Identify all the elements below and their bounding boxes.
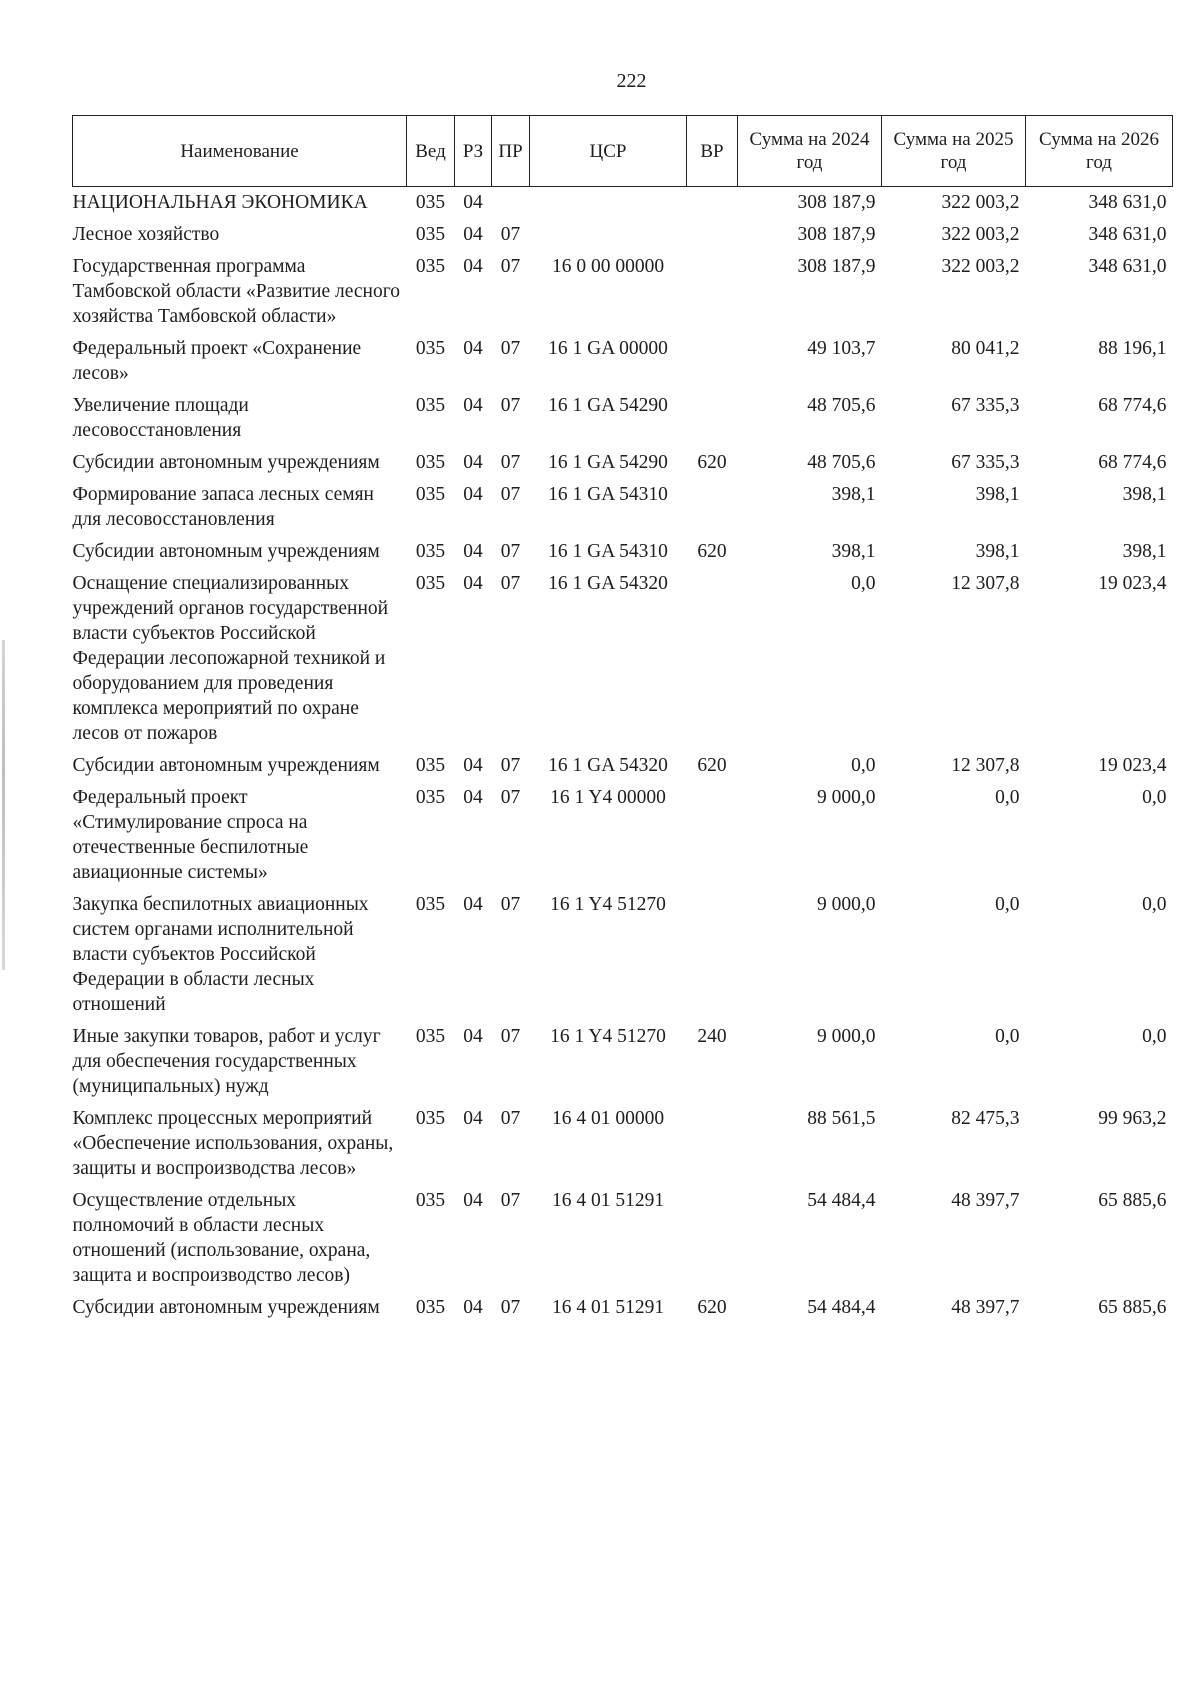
row-name: НАЦИОНАЛЬНАЯ ЭКОНОМИКА: [72, 192, 368, 213]
row-vr: [687, 333, 738, 390]
row-rz: 04: [463, 1297, 483, 1318]
row-sum-2025: 322 003,2: [941, 224, 1020, 245]
row-ved: 035: [415, 452, 446, 473]
table-row: [73, 750, 1173, 782]
row-vr: [687, 251, 738, 333]
row-name: Оснащение специализированных учреждений органов государственной власти субъектов Российской Федерации лесопожарной техникой и оборудованием для проведения комплекса мероприятий по охране лесов от пожаров: [72, 573, 389, 744]
row-rz: 04: [463, 541, 483, 562]
row-sum-2026: 0,0: [1142, 894, 1167, 915]
row-csr: 16 4 01 51291: [551, 1297, 665, 1318]
row-sum-2026: 19 023,4: [1098, 573, 1167, 594]
row-ved: 035: [415, 1108, 446, 1129]
row-csr: [530, 187, 687, 220]
row-ved: 035: [415, 224, 446, 245]
row-pr: 07: [500, 256, 521, 277]
row-csr: 16 1 GA 54310: [548, 484, 668, 505]
row-vr: 240: [697, 1026, 727, 1047]
row-csr: 16 1 Y4 00000: [550, 787, 666, 808]
row-csr: 16 4 01 51291: [551, 1190, 665, 1211]
row-pr: 07: [500, 541, 521, 562]
row-sum-2026: 68 774,6: [1098, 395, 1167, 416]
row-sum-2025: 48 397,7: [951, 1297, 1020, 1318]
row-rz: 04: [463, 224, 483, 245]
row-sum-2026: 398,1: [1122, 484, 1167, 505]
table-header: [73, 116, 1173, 187]
scan-edge-mark: [2, 640, 5, 970]
row-sum-2024: 9 000,0: [817, 1026, 876, 1047]
row-rz: 04: [463, 192, 483, 213]
row-sum-2025: 82 475,3: [951, 1108, 1020, 1129]
table-row: [73, 568, 1173, 750]
row-pr: 07: [500, 1108, 521, 1129]
row-sum-2026: 0,0: [1142, 787, 1167, 808]
row-sum-2024: 308 187,9: [797, 256, 876, 277]
row-sum-2024: 398,1: [831, 484, 876, 505]
row-ved: 035: [415, 484, 446, 505]
table-row: [73, 782, 1173, 889]
row-pr: 07: [500, 484, 521, 505]
header-sum-2025: Сумма на 2025 год: [882, 116, 1026, 187]
row-vr: [687, 782, 738, 889]
row-name: Комплекс процессных мероприятий «Обеспечение использования, охраны, защиты и воспроизводства лесов»: [72, 1108, 394, 1179]
header-sum-2024: Сумма на 2024 год: [738, 116, 882, 187]
row-pr: 07: [500, 452, 521, 473]
row-vr: 620: [697, 452, 727, 473]
row-name: Лесное хозяйство: [72, 224, 220, 245]
table-row: [73, 390, 1173, 447]
row-vr: [687, 568, 738, 750]
table-row: [73, 1103, 1173, 1185]
row-name: Формирование запаса лесных семян для лесовосстановления: [72, 484, 374, 530]
row-pr: 07: [500, 573, 521, 594]
row-sum-2025: 67 335,3: [951, 452, 1020, 473]
row-rz: 04: [463, 256, 483, 277]
row-ved: 035: [415, 573, 446, 594]
budget-table: [72, 115, 1173, 1324]
row-rz: 04: [463, 452, 483, 473]
row-sum-2024: 0,0: [851, 573, 876, 594]
table-row: [73, 479, 1173, 536]
row-rz: 04: [463, 395, 483, 416]
row-sum-2025: 48 397,7: [951, 1190, 1020, 1211]
header-row: [73, 116, 1173, 187]
table-row: [73, 889, 1173, 1021]
row-vr: [687, 219, 738, 251]
table-row: [73, 333, 1173, 390]
row-vr: [687, 479, 738, 536]
row-name: Субсидии автономным учреждениям: [72, 452, 380, 473]
row-name: Закупка беспилотных авиационных систем органами исполнительной власти субъектов Российской Федерации в области лесных отношений: [72, 894, 369, 1015]
row-vr: [687, 390, 738, 447]
row-csr: 16 0 00 00000: [551, 256, 665, 277]
row-ved: 035: [415, 541, 446, 562]
row-ved: 035: [415, 787, 446, 808]
row-sum-2024: 54 484,4: [807, 1190, 876, 1211]
row-sum-2024: 49 103,7: [807, 338, 876, 359]
row-vr: 620: [697, 755, 727, 776]
row-csr: 16 4 01 00000: [551, 1108, 665, 1129]
row-sum-2024: 308 187,9: [797, 224, 876, 245]
header-csr: ЦСР: [530, 116, 687, 187]
row-sum-2026: 0,0: [1142, 1026, 1167, 1047]
row-ved: 035: [415, 338, 446, 359]
row-sum-2024: 308 187,9: [797, 192, 876, 213]
row-pr: 07: [500, 894, 521, 915]
row-vr: [687, 1185, 738, 1292]
row-ved: 035: [415, 1297, 446, 1318]
table-row: [73, 219, 1173, 251]
row-rz: 04: [463, 338, 483, 359]
table-row: [73, 251, 1173, 333]
page-number: 222: [616, 70, 647, 92]
row-name: Государственная программа Тамбовской области «Развитие лесного хозяйства Тамбовской области»: [72, 256, 401, 327]
row-sum-2024: 9 000,0: [817, 787, 876, 808]
row-csr: 16 1 GA 00000: [548, 338, 668, 359]
row-sum-2024: 0,0: [851, 755, 876, 776]
row-sum-2025: 0,0: [995, 787, 1020, 808]
row-pr: [492, 187, 530, 220]
row-name: Иные закупки товаров, работ и услуг для обеспечения государственных (муниципальных) нужд: [72, 1026, 381, 1097]
row-rz: 04: [463, 484, 483, 505]
row-sum-2024: 48 705,6: [807, 452, 876, 473]
row-sum-2026: 19 023,4: [1098, 755, 1167, 776]
row-pr: 07: [500, 338, 521, 359]
row-rz: 04: [463, 787, 483, 808]
table-row: [73, 536, 1173, 568]
row-sum-2025: 67 335,3: [951, 395, 1020, 416]
row-pr: 07: [500, 787, 521, 808]
row-sum-2025: 322 003,2: [941, 256, 1020, 277]
header-vr: ВР: [687, 116, 738, 187]
row-sum-2026: 68 774,6: [1098, 452, 1167, 473]
row-name: Осуществление отдельных полномочий в области лесных отношений (использование, охрана, защита и воспроизводство лесов): [72, 1190, 371, 1286]
row-sum-2026: 348 631,0: [1088, 192, 1167, 213]
row-pr: 07: [500, 1026, 521, 1047]
row-name: Федеральный проект «Стимулирование спроса на отечественные беспилотные авиационные системы»: [72, 787, 309, 883]
row-sum-2024: 9 000,0: [817, 894, 876, 915]
row-ved: 035: [415, 1026, 446, 1047]
row-rz: 04: [463, 1108, 483, 1129]
row-csr: 16 1 Y4 51270: [550, 894, 666, 915]
row-sum-2025: 80 041,2: [951, 338, 1020, 359]
row-sum-2025: 12 307,8: [951, 755, 1020, 776]
row-rz: 04: [463, 1026, 483, 1047]
row-sum-2026: 348 631,0: [1088, 256, 1167, 277]
row-name: Увеличение площади лесовосстановления: [72, 395, 249, 441]
row-pr: 07: [500, 395, 521, 416]
row-csr: 16 1 GA 54310: [548, 541, 668, 562]
row-vr: 620: [697, 541, 727, 562]
header-ved: Вед: [407, 116, 455, 187]
row-sum-2024: 48 705,6: [807, 395, 876, 416]
row-name: Субсидии автономным учреждениям: [72, 755, 380, 776]
row-sum-2026: 88 196,1: [1098, 338, 1167, 359]
row-sum-2024: 54 484,4: [807, 1297, 876, 1318]
header-rz: РЗ: [455, 116, 492, 187]
row-pr: 07: [500, 224, 521, 245]
row-vr: [687, 889, 738, 1021]
row-sum-2026: 398,1: [1122, 541, 1167, 562]
row-name: Субсидии автономным учреждениям: [72, 1297, 380, 1318]
row-name: Субсидии автономным учреждениям: [72, 541, 380, 562]
row-csr: 16 1 GA 54290: [548, 452, 668, 473]
row-csr: 16 1 GA 54320: [548, 573, 668, 594]
row-sum-2026: 348 631,0: [1088, 224, 1167, 245]
row-rz: 04: [463, 894, 483, 915]
row-ved: 035: [415, 755, 446, 776]
row-sum-2024: 398,1: [831, 541, 876, 562]
row-pr: 07: [500, 1297, 521, 1318]
row-sum-2026: 65 885,6: [1098, 1297, 1167, 1318]
row-ved: 035: [415, 395, 446, 416]
row-rz: 04: [463, 1190, 483, 1211]
row-ved: 035: [415, 894, 446, 915]
row-vr: [687, 1103, 738, 1185]
row-vr: [687, 187, 738, 220]
row-sum-2025: 322 003,2: [941, 192, 1020, 213]
row-sum-2026: 65 885,6: [1098, 1190, 1167, 1211]
row-sum-2025: 12 307,8: [951, 573, 1020, 594]
row-csr: 16 1 GA 54320: [548, 755, 668, 776]
row-pr: 07: [500, 755, 521, 776]
header-pr: ПР: [492, 116, 530, 187]
table-row: [73, 447, 1173, 479]
row-sum-2026: 99 963,2: [1098, 1108, 1167, 1129]
row-sum-2025: 0,0: [995, 1026, 1020, 1047]
table-row: [73, 1021, 1173, 1103]
row-csr: 16 1 Y4 51270: [550, 1026, 666, 1047]
table-row: [73, 1292, 1173, 1324]
table-row: [73, 187, 1173, 220]
row-sum-2024: 88 561,5: [807, 1108, 876, 1129]
row-sum-2025: 0,0: [995, 894, 1020, 915]
row-name: Федеральный проект «Сохранение лесов»: [72, 338, 362, 384]
header-sum-2026: Сумма на 2026 год: [1026, 116, 1173, 187]
row-sum-2025: 398,1: [975, 484, 1020, 505]
row-vr: 620: [697, 1297, 727, 1318]
row-rz: 04: [463, 573, 483, 594]
row-rz: 04: [463, 755, 483, 776]
row-sum-2025: 398,1: [975, 541, 1020, 562]
table-row: [73, 1185, 1173, 1292]
row-ved: 035: [415, 256, 446, 277]
row-ved: 035: [415, 192, 446, 213]
row-ved: 035: [415, 1190, 446, 1211]
row-csr: [530, 219, 687, 251]
table-body: [73, 187, 1173, 1325]
row-csr: 16 1 GA 54290: [548, 395, 668, 416]
header-name: Наименование: [73, 116, 407, 187]
row-pr: 07: [500, 1190, 521, 1211]
